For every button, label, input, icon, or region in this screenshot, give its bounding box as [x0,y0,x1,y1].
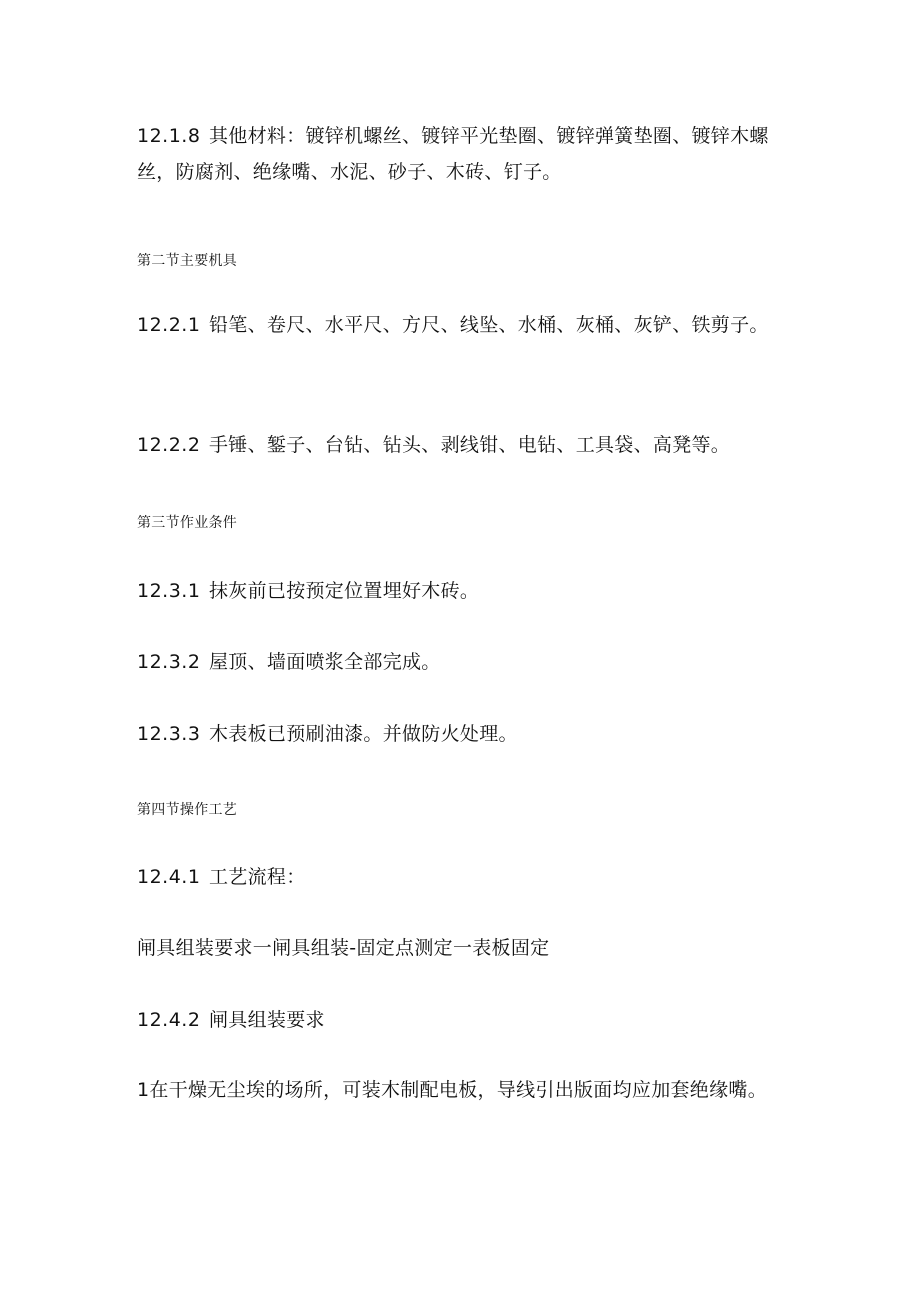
section-number: 12.3.1 [137,580,201,602]
paragraph-12-3-2 [137,644,787,680]
paragraph-text: 闸具组装要求 [209,1009,325,1031]
paragraph-12-2-1 [137,307,787,343]
paragraph-12-1-8 [137,118,787,190]
paragraph-12-2-2 [137,427,787,463]
paragraph-12-4-2 [137,1002,787,1038]
list-item-1: 1在干燥无尘埃的场所，可装木制配电板，导线引出版面均应加套绝缘嘴。 [137,1079,767,1101]
paragraph-12-3-1 [137,573,787,609]
section-number: 12.4.2 [137,1009,201,1031]
paragraph-12-3-3 [137,716,787,752]
section-number: 12.3.2 [137,651,201,673]
paragraph-text: 其他材料：镀锌机螺丝、镀锌平光垫圈、镀锌弹簧垫圈、镀锌木螺丝，防腐剂、绝缘嘴、水泥、砂子、木砖、钉子。 [137,125,769,183]
section-heading-4: 第四节操作工艺 [137,802,238,818]
paragraph-text: 木表板已预刷油漆。并做防火处理。 [209,723,518,745]
paragraph-12-4-1 [137,859,787,895]
section-heading-2: 第二节主要机具 [137,253,238,269]
section-number: 12.1.8 [137,125,201,147]
section-heading-3: 第三节作业条件 [137,515,238,531]
paragraph-text: 抹灰前已按预定位置埋好木砖。 [209,580,480,602]
paragraph-text: 铅笔、卷尺、水平尺、方尺、线坠、水桶、灰桶、灰铲、铁剪子。 [209,314,769,336]
paragraph-text: 工艺流程： [209,866,306,888]
paragraph-text: 手锤、錾子、台钻、钻头、剥线钳、电钻、工具袋、高凳等。 [209,434,731,456]
paragraph-text: 屋顶、墙面喷浆全部完成。 [209,651,441,673]
section-number: 12.3.3 [137,723,201,745]
section-number: 12.2.1 [137,314,201,336]
section-number: 12.4.1 [137,866,201,888]
section-number: 12.2.2 [137,434,201,456]
process-flow: 闸具组装要求一闸具组装-固定点测定一表板固定 [137,937,550,959]
